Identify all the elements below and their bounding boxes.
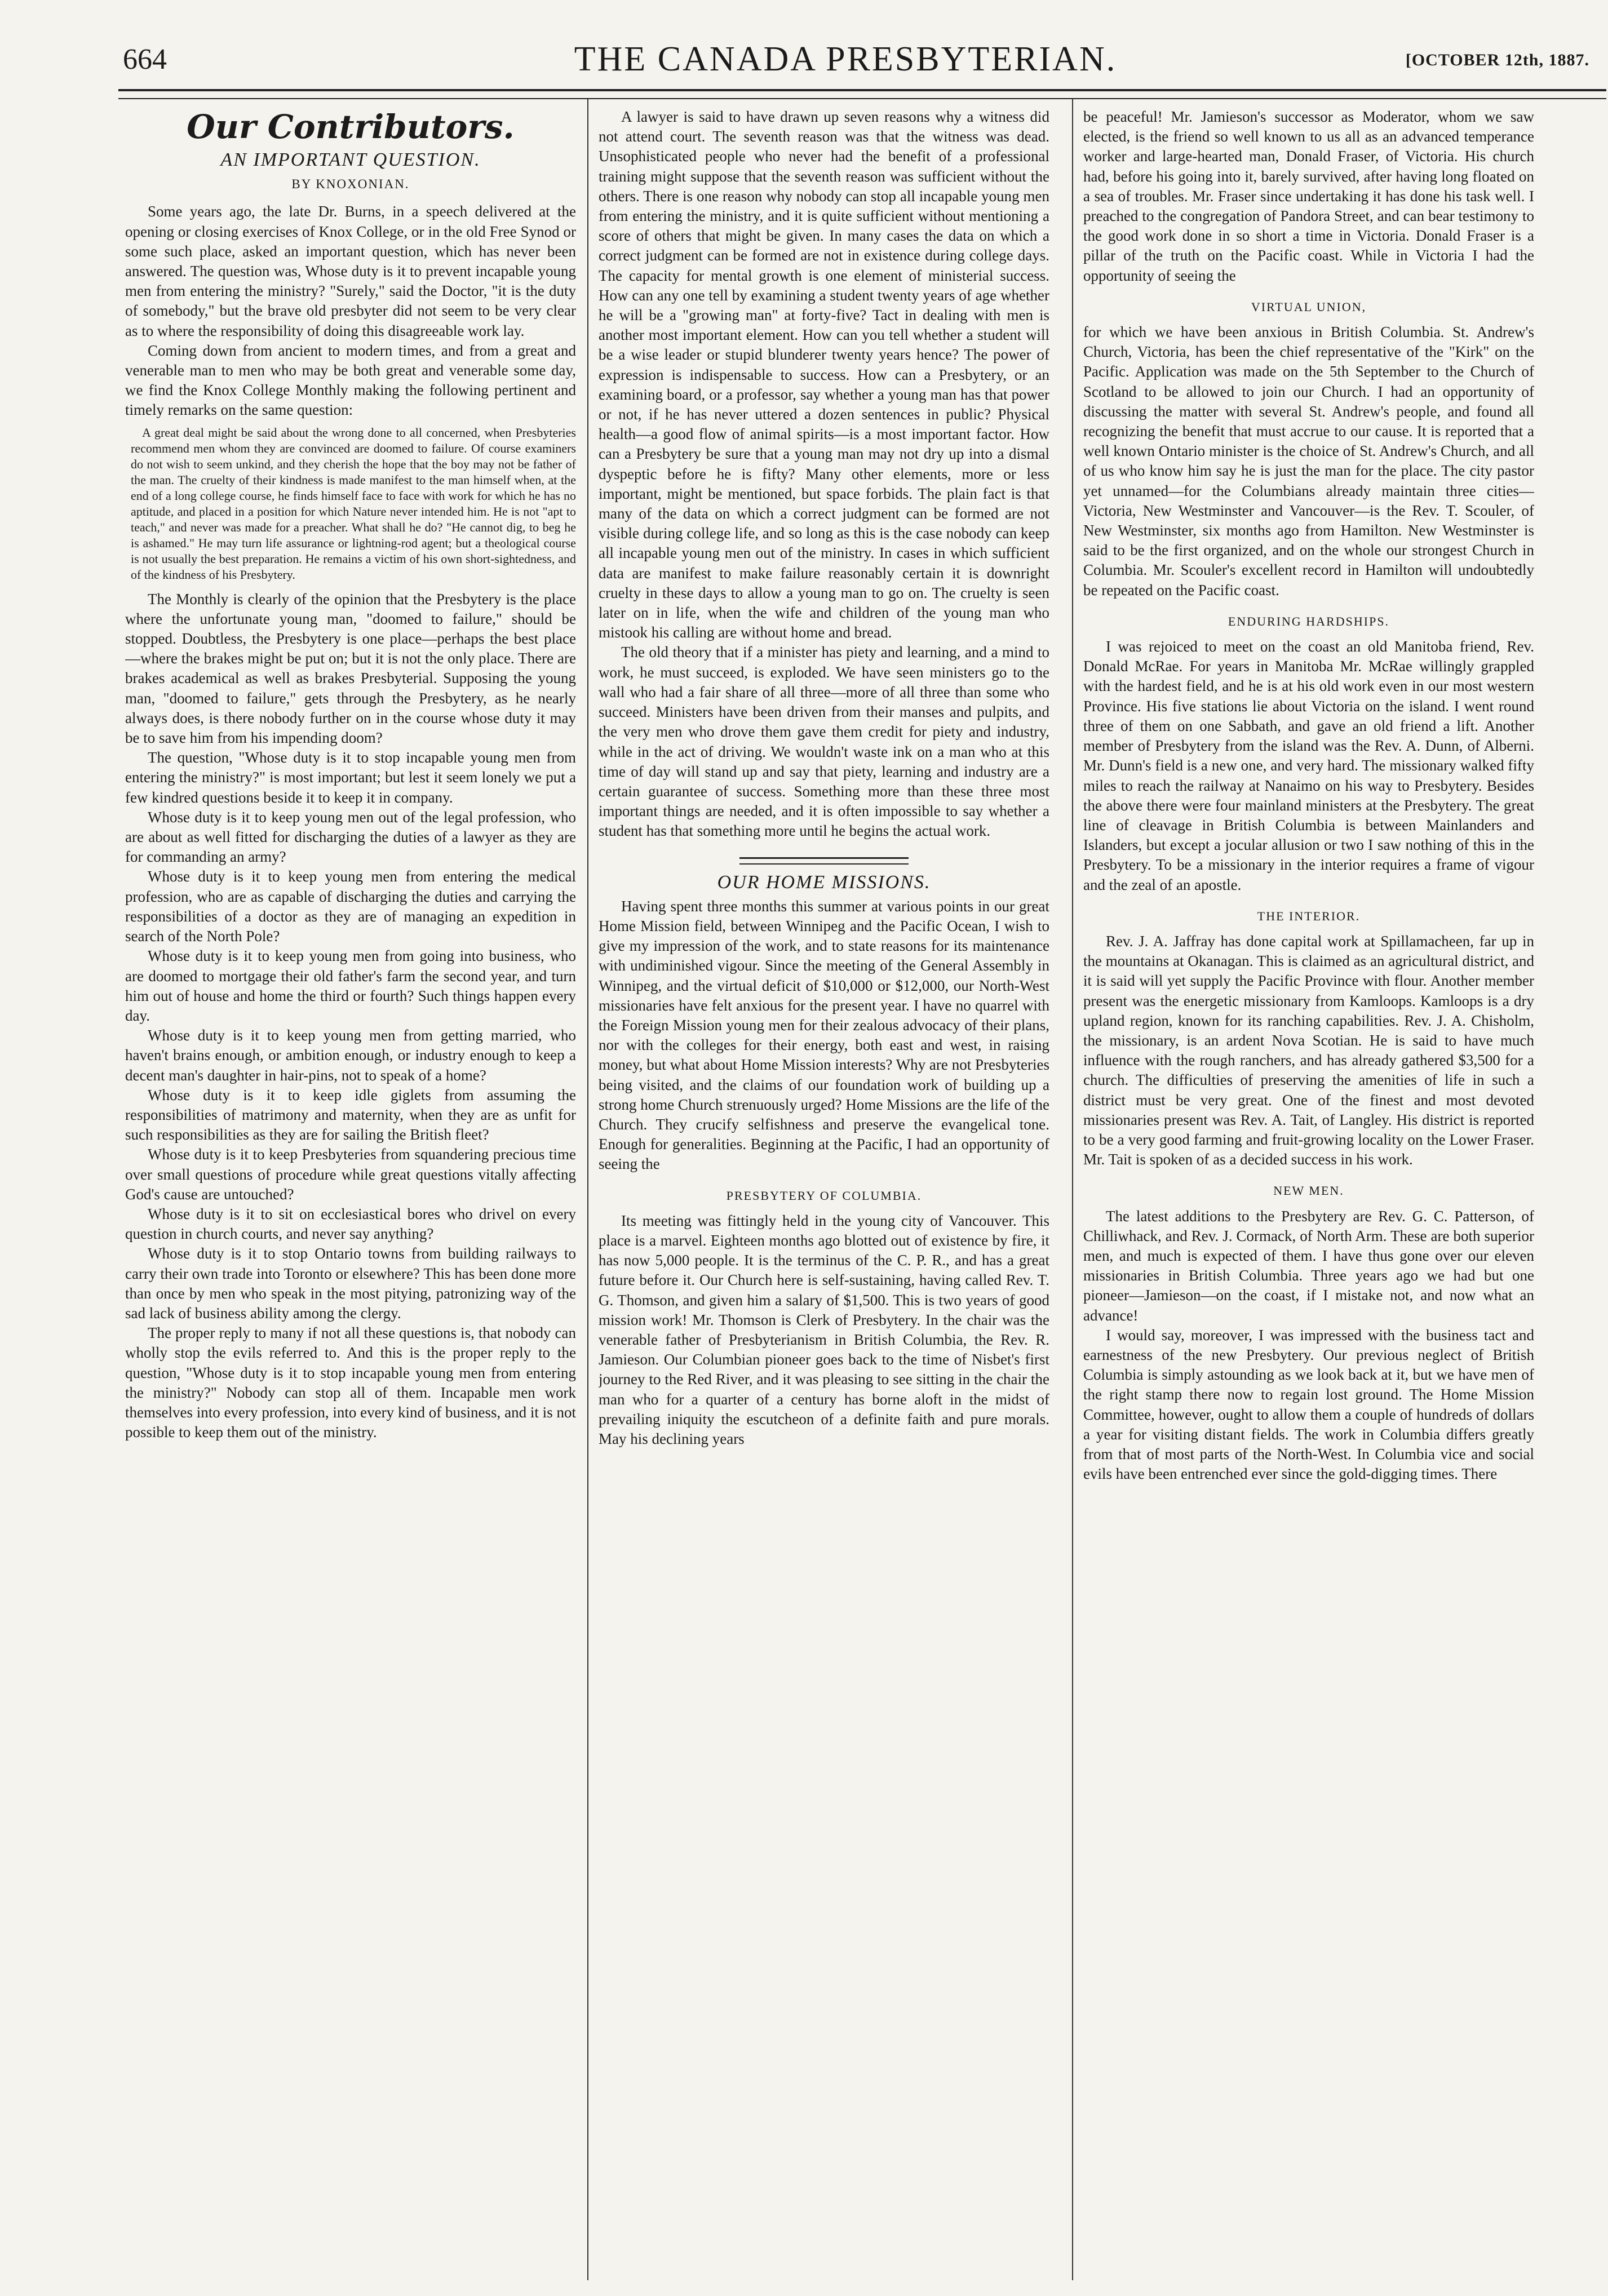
section-subhead: NEW MEN. xyxy=(1273,1184,1344,1198)
header-rule xyxy=(118,89,1606,99)
paragraph: Coming down from ancient to modern times, and from a great and venerable man to men who may be both great and venerable some day, we find the Knox College Monthly making the following pertinent and timely remarks on the same question: xyxy=(125,342,576,419)
paragraph: Whose duty is it to keep idle giglets from assuming the responsibilities of matrimony and maternity, when they are as unfit for such responsibilities as they are for sailing the British fleet? xyxy=(125,1086,576,1143)
paragraph: The Monthly is clearly of the opinion that the Presbytery is the place where the unfortunate young man, "doomed to failure," should be stopped. Doubtless, the Presbytery is one place—perhaps the best place—where the brakes might be put on; but it is not the only place. There are brakes academical as well as brakes Presbyterial. Supposing the young man, "doomed to failure," gets through the Presbytery, as he nearly always does, is there nobody further on in the course whose duty it may be to save him from his impending doom? xyxy=(125,590,576,747)
column-rule xyxy=(1072,99,1073,2280)
section-subhead: VIRTUAL UNION, xyxy=(1251,299,1367,314)
paragraph: Having spent three months this summer at various points in our great Home Mission field, between Winnipeg and the Pacific Ocean, I wish to give my impression of the work, and to state reasons for its maintenance with undiminished vigour. Since the meeting of the General Assembly in Winnipeg, and the virtual deficit of $10,000 or $12,000, our North-West missionaries have felt anxious for the present year. I have no quarrel with the Foreign Mission young men for their zealous advocacy of their plans, nor with the colleges for their energy, both east and west, in raising money, but what about Home Mission interests? Why are not Presbyteries being visited, and the claims of our foundation work of building up a strong home Church strenuously urged? Home Missions are the life of the Church. They crucify selfishness and preserve the evangelical tone. Enough for generalities. Beginning at the Pacific, I had an opportunity of seeing the xyxy=(599,897,1049,1173)
issue-date: [OCTOBER 12th, 1887. xyxy=(1405,51,1589,69)
block-quote: A great deal might be said about the wrong done to all concerned, when Presbyteries recommend men whom they are convinced are doomed to failure. Of course examiners do not wish to seem unkind, and they cherish the hope that the boy may not be father of the man. The cruelty of their kindness is made manifest to the man himself when, at the end of a long college course, he finds himself face to face with work for which he has no aptitude, and placed in a position for which Nature never intended him. He is not "apt to teach," and never was made for a preacher. What shall he do? "He cannot dig, to beg he is ashamed." He may turn life assurance or lightning-rod agent; but a theological course is not usually the best preparation. He remains a victim of his own short-sightedness, and of the kindness of his Presbytery. xyxy=(131,425,576,582)
paragraph: Whose duty is it to sit on ecclesiastical bores who drivel on every question in church courts, and never say anything? xyxy=(125,1205,576,1243)
paragraph: Some years ago, the late Dr. Burns, in a speech delivered at the opening or closing exercises of Knox College, or in the old Free Synod or some such place, asked an important question, which has never been answered. The question was, Whose duty is it to prevent incapable young men from entering the ministry? "Surely," said the Doctor, "it is the duty of somebody," but the brave old presbyter did not seem to be very clear as to where the responsibility of doing this disagreeable work lay. xyxy=(125,203,576,339)
paragraph: The old theory that if a minister has piety and learning, and a mind to work, he must succeed, is exploded. We have seen ministers go to the wall who had a fair share of all three—more of all three than some who succeed. Ministers have been driven from their manses and pulpits, and the very men who drove them gave them credit for piety and industry, while in the act of driving. We wouldn't waste ink on a man who at this time of day will stand up and say that piety, learning and industry are a certain guarantee of success. Something more than these three most important things are needed, and it is often impossible to say whether a student has that something more until he begins the actual work. xyxy=(599,644,1049,840)
paragraph: Rev. J. A. Jaffray has done capital work at Spillamacheen, far up in the mountains at Okanagan. This is claimed as an agricultural district, and it is said will yet supply the Pacific Province with flour. Another member present was the energetic missionary from Kamloops. Kamloops is a dry upland region, known for its ranching capabilities. Rev. J. A. Chisholm, the missionary, is an ardent Nova Scotian. He is said to have much influence with the rough ranchers, and has already gathered $3,500 for a church. The difficulties of preserving the amenities of life in such a district must be very great. One of the finest and most devoted missionaries present was Rev. A. Tait, of Langley. His district is reported to be a very good farming and fruit-growing locality on the Lower Fraser. Mr. Tait is spoken of as a decided success in his work. xyxy=(1083,932,1534,1168)
column-3 xyxy=(1083,107,1534,2271)
section-subhead: ENDURING HARDSHIPS. xyxy=(1228,614,1390,628)
paragraph: for which we have been anxious in British Columbia. St. Andrew's Church, Victoria, has been the chief representative of the "Kirk" on the Pacific. Application was made on the 5th September to the Church of Scotland to be allowed to join our Church. I had an opportunity of discussing the matter with several St. Andrew's people, and found all recognizing the benefit that must accrue to our cause. It is reported that a well known Ontario minister is the choice of St. Andrew's Church, and all of us who know him say he is just the man for the place. The city pastor yet unnamed—for the Columbians already maintain three cities—Victoria, New Westminster and Vancouver—is the Rev. T. Scouler, of New Westminster, six months ago from Hamilton. New Westminster is said to be the first organized, and on the whole our strongest Church in Columbia. Mr. Scouler's excellent record in Hamilton will undoubtedly be repeated on the Pacific coast. xyxy=(1083,323,1534,599)
paragraph: Whose duty is it to stop Ontario towns from building railways to carry their own trade into Toronto or elsewhere? This has been done more than once by men who speak in the most pitying, patronizing way of the sad lack of business ability among the clergy. xyxy=(125,1245,576,1322)
paragraph: be peaceful! Mr. Jamieson's successor as Moderator, whom we saw elected, is the friend so well known to us all as an advanced temperance worker and large-hearted man, Donald Fraser, of Victoria. His church had, before his going into it, barely survived, after having long floated on a sea of troubles. Mr. Fraser since undertaking it has done his task well. I preached to the congregation of Pandora Street, and can bear testimony to the good work done in so short a time in Victoria. Donald Fraser is a pillar of the truth on the Pacific coast. While in Victoria I had the opportunity of seeing the xyxy=(1083,108,1534,284)
byline: BY KNOXONIAN. xyxy=(291,177,410,192)
paragraph: Whose duty is it to keep young men from getting married, who haven't brains enough, or ambition enough, or industry enough to keep a decent man's daughter in hair-pins, not to speak of a home? xyxy=(125,1027,576,1084)
paragraph: The latest additions to the Presbytery are Rev. G. C. Patterson, of Chilliwhack, and Rev. J. Cormack, of North Arm. These are both superior men, and much is expected of them. I have thus gone over our eleven missionaries in British Columbia. Three years ago we had but one pioneer—Jamieson—on the coast, if I mistake not, and now what an advance! xyxy=(1083,1207,1534,1324)
paragraph: I was rejoiced to meet on the coast an old Manitoba friend, Rev. Donald McRae. For years in Manitoba Mr. McRae willingly grappled with the hardest field, and he is at his old work even in our most western Province. His five stations lie about Victoria on the island. I went round three of them on one Sabbath, and gave an old friend a lift. Another member of Presbytery from the island was the Rev. A. Dunn, of Alberni. Mr. Dunn's field is a new one, and very hard. The missionary walked fifty miles to reach the railway at Nanaimo on his way to Presbytery. Besides the above there were four mainland ministers at the Presbytery. The great line of cleavage in British Columbia is between Mainlanders and Islanders, but except a jocular allusion or two I saw nothing of this in the Presbytery. To be a missionary in the interior requires a frame of vigour and the zeal of an apostle. xyxy=(1083,638,1534,893)
paragraph: Whose duty is it to keep young men out of the legal profession, who are about as well fitted for discharging the duties of a lawyer as they are for commanding an army? xyxy=(125,808,576,866)
paragraph: Whose duty is it to keep young men from going into business, who are doomed to mortgage their old father's farm the second year, and turn him out of house and home the third or fourth? Such things happen every day. xyxy=(125,947,576,1024)
column-1 xyxy=(125,107,576,2271)
section-subhead: PRESBYTERY OF COLUMBIA. xyxy=(726,1188,922,1203)
page-header xyxy=(113,37,1608,88)
paragraph: The question, "Whose duty is it to stop incapable young men from entering the ministry?" is most important; but lest it seem lonely we put a few kindred questions beside it to keep it in company. xyxy=(125,749,576,806)
paragraph: Whose duty is it to keep young men from entering the medical profession, who are as capable of discharging the duties and carrying the responsibilities of a doctor as they are of managing an expedition in search of the North Pole? xyxy=(125,868,576,945)
article-title: OUR HOME MISSIONS. xyxy=(717,871,931,893)
paragraph: A lawyer is said to have drawn up seven reasons why a witness did not attend court. The seventh reason was that the witness was dead. Unsophisticated people who never had the benefit of a professional training might suppose that the seventh reason was sufficient without the others. There is one reason why nobody can stop all incapable young men from entering the ministry, and it is quite sufficient without mentioning a score of others that might be given. In many cases the data on which a correct judgment can be formed are not in existence during college days. The capacity for mental growth is one element of ministerial success. How can any one tell by examining a student twenty years of age whether he will be a "growing man" at forty-five? Tact in dealing with men is another most important element. How can you tell whether a student will be a wise leader or stupid blunderer twenty years hence? The power of expression is indispensable to success. How can a Presbytery, or an examining board, or a professor, say whether a young man has that power or not, if he has never uttered a dozen sentences in public? Physical health—a good flow of animal spirits—is a most important factor. How can a Presbytery be sure that a young man may not dry up into a dismal dyspeptic before he is fifty? Many other elements, more or less important, might be mentioned, but space forbids. The plain fact is that many of the data on which a correct judgment can be formed are not visible during college life, and so long as this is the case nobody can keep all incapable young men out of the ministry. In cases in which sufficient data are manifest to make failure reasonably certain it is downright cruelty in these days to allow a young man to go on. The cruelty is seen later on in life, when the wife and children of the young man who mistook his calling are without home and bread. xyxy=(599,108,1049,641)
article-title: AN IMPORTANT QUESTION. xyxy=(220,149,481,170)
column-2 xyxy=(599,107,1049,2271)
page-number: 664 xyxy=(123,43,167,76)
journal-title: THE CANADA PRESBYTERIAN. xyxy=(574,40,1117,78)
paragraph: I would say, moreover, I was impressed with the business tact and earnestness of the new Presbytery. Our previous neglect of British Columbia is simply astounding as we look back at it, but we have men of the right stamp there now to regain lost ground. The Home Mission Committee, however, ought to allow them a couple of hundreds of dollars a year for visiting distant fields. The work in Columbia differs greatly from that of most parts of the North-West. In Columbia vice and social evils have been entrenched ever since the gold-digging times. There xyxy=(1083,1326,1534,1483)
paragraph: The proper reply to many if not all these questions is, that nobody can wholly stop the evils referred to. And this is the proper reply to the question, "Whose duty is it to stop incapable young men from entering the ministry?" Nobody can stop all of them. Incapable men work themselves into every profession, into every kind of business, and it is not possible to keep them out of the ministry. xyxy=(125,1324,576,1441)
section-subhead: THE INTERIOR. xyxy=(1257,908,1361,923)
department-title: Our Contributors. xyxy=(187,108,515,146)
section-rule xyxy=(739,857,909,865)
paragraph: Its meeting was fittingly held in the young city of Vancouver. This place is a marvel. Eighteen months ago blotted out of existence by fire, it has now 5,000 people. It is the terminus of the C. P. R., and has a great future before it. Our Church here is self-sustaining, having called Rev. T. G. Thomson, and given him a salary of $1,500. This is two years of good mission work! Mr. Thomson is Clerk of Presbytery. In the chair was the venerable father of Presbyterianism in British Columbia, the Rev. R. Jamieson. Our Columbian pioneer goes back to the time of Nisbet's first journey to the Red River, and it was pleasing to see sitting in the chair the man who for a quarter of a century has borne aloft in the midst of prevailing iniquity the escutcheon of a definite faith and pure morals. May his declining years xyxy=(599,1212,1049,1447)
paragraph: Whose duty is it to keep Presbyteries from squandering precious time over small questions of procedure while great questions vitally affecting God's cause are untouched? xyxy=(125,1146,576,1203)
column-rule xyxy=(587,99,588,2280)
